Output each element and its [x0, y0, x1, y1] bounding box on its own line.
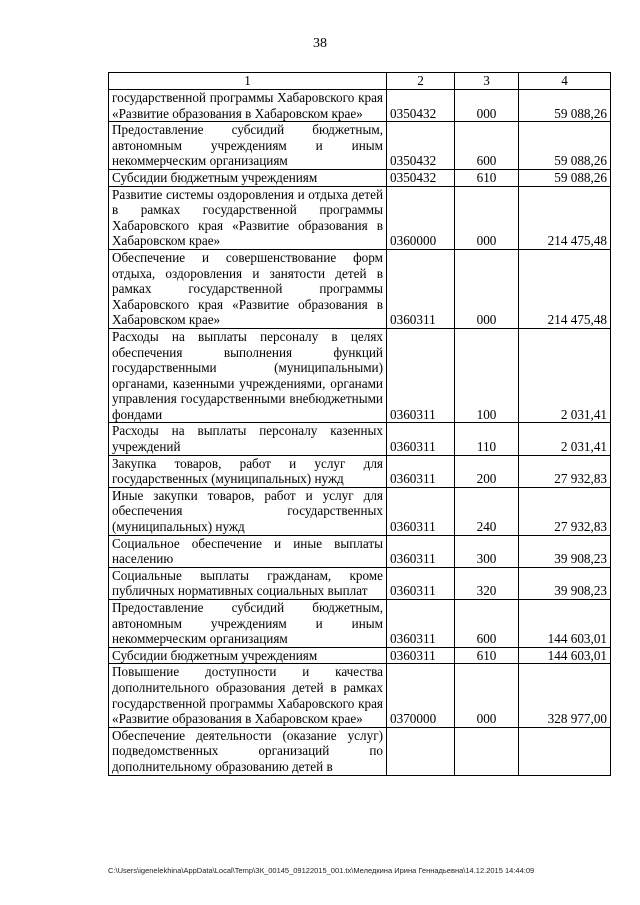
- column-header-4: 4: [519, 73, 611, 90]
- row-amount: 27 932,83: [519, 455, 611, 487]
- row-target-code: 0350432: [387, 169, 455, 186]
- row-description: Повышение доступности и качества дополнительного образования детей в рамках государственной программы Хабаровского края «Развитие образования в Хабаровском крае»: [109, 664, 387, 727]
- row-target-code: 0370000: [387, 664, 455, 727]
- row-target-code: 0350432: [387, 122, 455, 170]
- row-target-code: 0360311: [387, 328, 455, 423]
- table-row: [109, 567, 611, 599]
- row-expense-type: 110: [455, 423, 519, 455]
- table-row: [109, 328, 611, 423]
- table-row: [109, 487, 611, 535]
- table-row: [109, 455, 611, 487]
- table-row: [109, 249, 611, 328]
- row-expense-type: 000: [455, 664, 519, 727]
- row-amount: 59 088,26: [519, 90, 611, 122]
- row-description: Предоставление субсидий бюджетным, автономным учреждениям и иным некоммерческим организациям: [109, 600, 387, 648]
- row-amount: 214 475,48: [519, 186, 611, 249]
- table-row: [109, 600, 611, 648]
- row-expense-type: 000: [455, 249, 519, 328]
- row-amount: 144 603,01: [519, 600, 611, 648]
- column-header-3: 3: [455, 73, 519, 90]
- row-expense-type: 600: [455, 122, 519, 170]
- table-row: [109, 90, 611, 122]
- row-description: Иные закупки товаров, работ и услуг для обеспечения государственных (муниципальных) нужд: [109, 487, 387, 535]
- page-number: 38: [313, 36, 327, 51]
- table-header-row: [109, 73, 611, 90]
- row-description: Расходы на выплаты персоналу казенных учреждений: [109, 423, 387, 455]
- row-target-code: 0360311: [387, 423, 455, 455]
- row-target-code: 0360311: [387, 487, 455, 535]
- row-expense-type: 600: [455, 600, 519, 648]
- row-target-code: [387, 727, 455, 775]
- column-header-2: 2: [387, 73, 455, 90]
- row-description: Закупка товаров, работ и услуг для государственных (муниципальных) нужд: [109, 455, 387, 487]
- row-target-code: 0360311: [387, 455, 455, 487]
- row-amount: 144 603,01: [519, 647, 611, 664]
- row-amount: 59 088,26: [519, 169, 611, 186]
- row-description: Субсидии бюджетным учреждениям: [109, 169, 387, 186]
- row-amount: 39 908,23: [519, 535, 611, 567]
- row-amount: 59 088,26: [519, 122, 611, 170]
- row-expense-type: 320: [455, 567, 519, 599]
- row-expense-type: 610: [455, 169, 519, 186]
- file-path-footer: C:\Users\igenelekhina\AppData\Local\Temp\ЗК_00145_09122015_001.tx\Меледкина Ирина Геннадьевна\14.12.2015 14:44:09: [108, 866, 535, 875]
- row-amount: 2 031,41: [519, 423, 611, 455]
- table-row: [109, 169, 611, 186]
- row-expense-type: [455, 727, 519, 775]
- row-expense-type: 240: [455, 487, 519, 535]
- row-target-code: 0360311: [387, 567, 455, 599]
- row-expense-type: 200: [455, 455, 519, 487]
- row-amount: [519, 727, 611, 775]
- table-row: [109, 122, 611, 170]
- row-target-code: 0360000: [387, 186, 455, 249]
- row-target-code: 0360311: [387, 535, 455, 567]
- table-row: [109, 727, 611, 775]
- table-row: [109, 535, 611, 567]
- table-row: [109, 664, 611, 727]
- row-description: Социальные выплаты гражданам, кроме публичных нормативных социальных выплат: [109, 567, 387, 599]
- row-expense-type: 000: [455, 186, 519, 249]
- row-description: Обеспечение деятельности (оказание услуг) подведомственных организаций по дополнительному образованию детей в: [109, 727, 387, 775]
- row-expense-type: 300: [455, 535, 519, 567]
- row-description: Субсидии бюджетным учреждениям: [109, 647, 387, 664]
- column-header-1: 1: [109, 73, 387, 90]
- row-amount: 2 031,41: [519, 328, 611, 423]
- row-amount: 328 977,00: [519, 664, 611, 727]
- table-row: [109, 186, 611, 249]
- row-amount: 27 932,83: [519, 487, 611, 535]
- row-target-code: 0360311: [387, 647, 455, 664]
- row-expense-type: 000: [455, 90, 519, 122]
- table-row: [109, 647, 611, 664]
- row-expense-type: 610: [455, 647, 519, 664]
- row-description: Предоставление субсидий бюджетным, автономным учреждениям и иным некоммерческим организациям: [109, 122, 387, 170]
- row-description: Развитие системы оздоровления и отдыха детей в рамках государственной программы Хабаровского края «Развитие образования в Хабаровском крае»: [109, 186, 387, 249]
- row-description: Социальное обеспечение и иные выплаты населению: [109, 535, 387, 567]
- row-description: Расходы на выплаты персоналу в целях обеспечения выполнения функций государственными (муниципальными) органами, казенными учреждениями, органами управления государственными внебюджетными фондами: [109, 328, 387, 423]
- budget-table: [108, 72, 611, 776]
- row-amount: 39 908,23: [519, 567, 611, 599]
- table-row: [109, 423, 611, 455]
- row-expense-type: 100: [455, 328, 519, 423]
- row-target-code: 0350432: [387, 90, 455, 122]
- row-description: государственной программы Хабаровского края «Развитие образования в Хабаровском крае»: [109, 90, 387, 122]
- row-target-code: 0360311: [387, 249, 455, 328]
- row-description: Обеспечение и совершенствование форм отдыха, оздоровления и занятости детей в рамках государственной программы Хабаровского края «Развитие образования в Хабаровском крае»: [109, 249, 387, 328]
- row-target-code: 0360311: [387, 600, 455, 648]
- row-amount: 214 475,48: [519, 249, 611, 328]
